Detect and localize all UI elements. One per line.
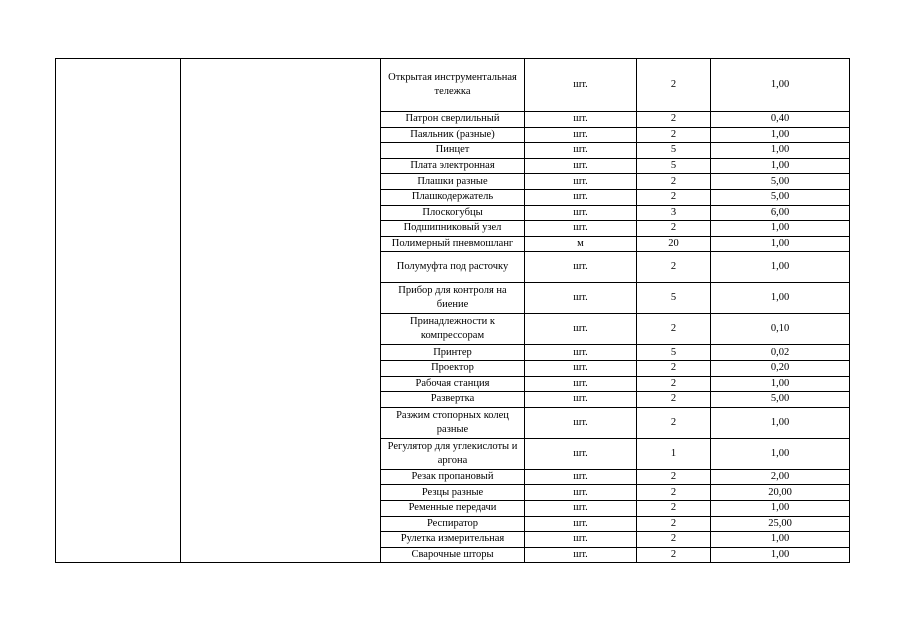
unit-cell: шт. xyxy=(525,252,637,283)
quantity-cell: 2 xyxy=(637,314,711,345)
item-name-cell: Развертка xyxy=(381,392,525,408)
coefficient-cell: 25,00 xyxy=(711,516,850,532)
coefficient-cell: 1,00 xyxy=(711,221,850,237)
coefficient-cell: 0,02 xyxy=(711,345,850,361)
unit-cell: шт. xyxy=(525,345,637,361)
item-name-cell: Патрон сверлильный xyxy=(381,112,525,128)
coefficient-cell: 2,00 xyxy=(711,469,850,485)
coefficient-cell: 1,00 xyxy=(711,376,850,392)
coefficient-cell: 0,20 xyxy=(711,360,850,376)
quantity-cell: 5 xyxy=(637,143,711,159)
quantity-cell: 2 xyxy=(637,500,711,516)
quantity-cell: 2 xyxy=(637,252,711,283)
quantity-cell: 20 xyxy=(637,236,711,252)
unit-cell: шт. xyxy=(525,360,637,376)
coefficient-cell: 1,00 xyxy=(711,438,850,469)
empty-cell-col1 xyxy=(56,59,181,563)
unit-cell: шт. xyxy=(525,469,637,485)
item-name-cell: Рулетка измерительная xyxy=(381,532,525,548)
coefficient-cell: 1,00 xyxy=(711,158,850,174)
coefficient-cell: 0,10 xyxy=(711,314,850,345)
item-name-cell: Плата электронная xyxy=(381,158,525,174)
coefficient-cell: 1,00 xyxy=(711,127,850,143)
unit-cell: шт. xyxy=(525,407,637,438)
quantity-cell: 2 xyxy=(637,59,711,112)
item-name-cell: Открытая инструментальная тележка xyxy=(381,59,525,112)
item-name-cell: Разжим стопорных колец разные xyxy=(381,407,525,438)
equipment-table-body xyxy=(56,59,850,563)
quantity-cell: 2 xyxy=(637,174,711,190)
item-name-cell: Плашкодержатель xyxy=(381,189,525,205)
coefficient-cell: 0,40 xyxy=(711,112,850,128)
quantity-cell: 2 xyxy=(637,392,711,408)
quantity-cell: 3 xyxy=(637,205,711,221)
item-name-cell: Проектор xyxy=(381,360,525,376)
coefficient-cell: 5,00 xyxy=(711,392,850,408)
quantity-cell: 2 xyxy=(637,376,711,392)
unit-cell: шт. xyxy=(525,221,637,237)
item-name-cell: Плоскогубцы xyxy=(381,205,525,221)
unit-cell: шт. xyxy=(525,314,637,345)
table-row xyxy=(56,59,850,112)
item-name-cell: Принадлежности к компрессорам xyxy=(381,314,525,345)
quantity-cell: 2 xyxy=(637,485,711,501)
quantity-cell: 2 xyxy=(637,407,711,438)
item-name-cell: Подшипниковый узел xyxy=(381,221,525,237)
quantity-cell: 2 xyxy=(637,469,711,485)
equipment-table xyxy=(55,58,850,563)
coefficient-cell: 20,00 xyxy=(711,485,850,501)
coefficient-cell: 6,00 xyxy=(711,205,850,221)
unit-cell: шт. xyxy=(525,438,637,469)
item-name-cell: Сварочные шторы xyxy=(381,547,525,563)
unit-cell: шт. xyxy=(525,205,637,221)
item-name-cell: Паяльник (разные) xyxy=(381,127,525,143)
item-name-cell: Ременные передачи xyxy=(381,500,525,516)
quantity-cell: 1 xyxy=(637,438,711,469)
item-name-cell: Полимерный пневмошланг xyxy=(381,236,525,252)
coefficient-cell: 5,00 xyxy=(711,189,850,205)
unit-cell: шт. xyxy=(525,127,637,143)
item-name-cell: Резцы разные xyxy=(381,485,525,501)
quantity-cell: 5 xyxy=(637,283,711,314)
coefficient-cell: 1,00 xyxy=(711,547,850,563)
quantity-cell: 2 xyxy=(637,127,711,143)
unit-cell: шт. xyxy=(525,485,637,501)
quantity-cell: 2 xyxy=(637,516,711,532)
quantity-cell: 2 xyxy=(637,360,711,376)
quantity-cell: 5 xyxy=(637,158,711,174)
item-name-cell: Пинцет xyxy=(381,143,525,159)
coefficient-cell: 1,00 xyxy=(711,407,850,438)
item-name-cell: Регулятор для углекислоты и аргона xyxy=(381,438,525,469)
unit-cell: шт. xyxy=(525,532,637,548)
coefficient-cell: 1,00 xyxy=(711,59,850,112)
coefficient-cell: 1,00 xyxy=(711,236,850,252)
quantity-cell: 2 xyxy=(637,532,711,548)
quantity-cell: 5 xyxy=(637,345,711,361)
unit-cell: м xyxy=(525,236,637,252)
unit-cell: шт. xyxy=(525,500,637,516)
item-name-cell: Плашки разные xyxy=(381,174,525,190)
coefficient-cell: 5,00 xyxy=(711,174,850,190)
empty-cell-col2 xyxy=(181,59,381,563)
coefficient-cell: 1,00 xyxy=(711,532,850,548)
item-name-cell: Принтер xyxy=(381,345,525,361)
unit-cell: шт. xyxy=(525,516,637,532)
item-name-cell: Полумуфта под расточку xyxy=(381,252,525,283)
unit-cell: шт. xyxy=(525,158,637,174)
quantity-cell: 2 xyxy=(637,547,711,563)
unit-cell: шт. xyxy=(525,189,637,205)
unit-cell: шт. xyxy=(525,547,637,563)
unit-cell: шт. xyxy=(525,143,637,159)
unit-cell: шт. xyxy=(525,112,637,128)
item-name-cell: Рабочая станция xyxy=(381,376,525,392)
unit-cell: шт. xyxy=(525,376,637,392)
item-name-cell: Резак пропановый xyxy=(381,469,525,485)
unit-cell: шт. xyxy=(525,59,637,112)
coefficient-cell: 1,00 xyxy=(711,283,850,314)
coefficient-cell: 1,00 xyxy=(711,143,850,159)
quantity-cell: 2 xyxy=(637,189,711,205)
item-name-cell: Респиратор xyxy=(381,516,525,532)
coefficient-cell: 1,00 xyxy=(711,500,850,516)
quantity-cell: 2 xyxy=(637,112,711,128)
unit-cell: шт. xyxy=(525,283,637,314)
coefficient-cell: 1,00 xyxy=(711,252,850,283)
unit-cell: шт. xyxy=(525,392,637,408)
unit-cell: шт. xyxy=(525,174,637,190)
item-name-cell: Прибор для контроля на биение xyxy=(381,283,525,314)
quantity-cell: 2 xyxy=(637,221,711,237)
